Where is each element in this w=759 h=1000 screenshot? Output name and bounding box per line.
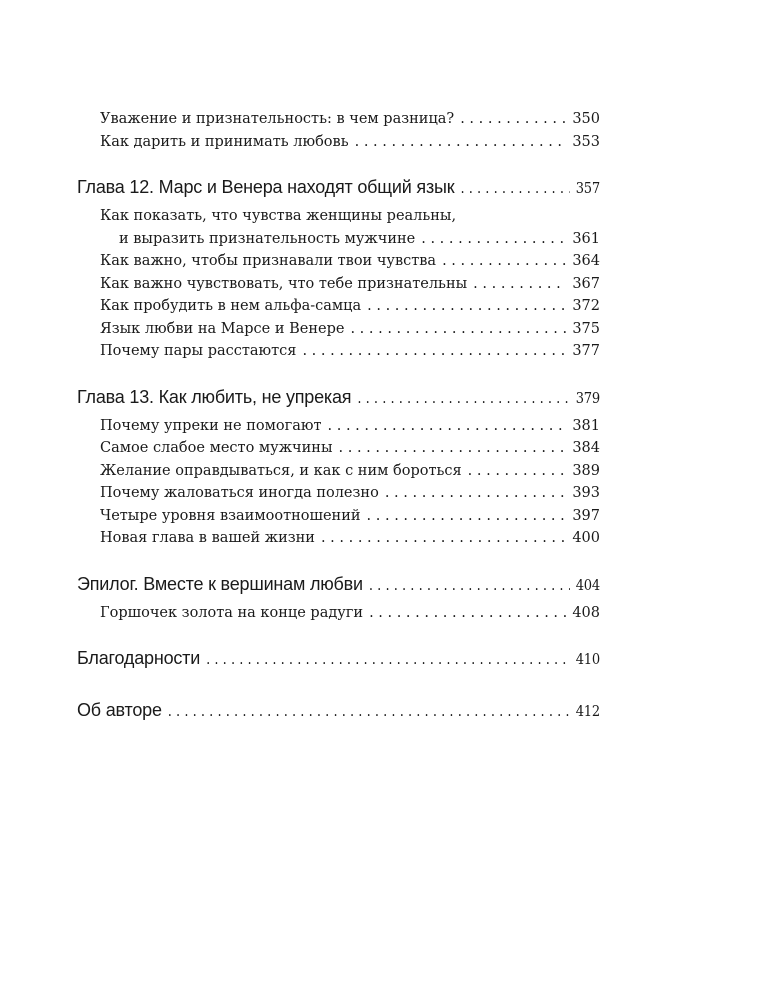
dot-leader xyxy=(385,482,566,505)
toc-entry-title: Новая глава в вашей жизни xyxy=(100,530,315,546)
toc-chapter-page: 379 xyxy=(575,390,600,407)
toc-entry[interactable] xyxy=(100,482,600,505)
toc-entry-title: Почему жаловаться иногда полезно xyxy=(100,485,379,501)
toc-entry-page: 375 xyxy=(572,320,600,337)
toc-entry-title: Уважение и признательность: в чем разница? xyxy=(100,111,455,127)
toc-chapter-title: Глава 12. Марс и Венера находят общий язык xyxy=(77,177,455,197)
toc-entry-title-line1: Как показать, что чувства женщины реальны, xyxy=(100,208,457,224)
dot-leader xyxy=(168,698,570,724)
toc-chapter-page: 412 xyxy=(575,704,600,720)
toc-entry[interactable] xyxy=(100,437,600,460)
toc-chapter-page: 410 xyxy=(575,652,600,668)
toc-chapter[interactable] xyxy=(77,646,600,672)
dot-leader xyxy=(468,460,567,483)
toc-chapter[interactable] xyxy=(77,175,600,201)
toc-chapter-title: Благодарности xyxy=(77,648,201,668)
toc-entry-title: Четыре уровня взаимоотношений xyxy=(100,507,361,524)
toc-entry-title: Как дарить и принимать любовь xyxy=(100,133,349,150)
dot-leader xyxy=(339,437,567,460)
dot-leader xyxy=(367,295,566,318)
toc-entry-page: 389 xyxy=(572,462,600,479)
toc-entry-title-line2: и выразить признательность мужчине xyxy=(119,230,416,247)
toc-entry-page: 353 xyxy=(572,133,600,150)
dot-leader xyxy=(442,250,566,273)
toc-entry[interactable] xyxy=(100,108,600,131)
toc-entry-page: 400 xyxy=(572,530,600,546)
toc-entry-title: Желание оправдываться, и как с ним бороться xyxy=(100,462,462,479)
dot-leader xyxy=(357,385,569,411)
toc-entry[interactable] xyxy=(100,340,600,363)
toc-entry[interactable] xyxy=(100,250,600,273)
toc-chapter-title: Глава 13. Как любить, не упрекая xyxy=(77,386,352,407)
dot-leader xyxy=(460,108,566,131)
toc-entry-title: Почему упреки не помогают xyxy=(100,417,322,434)
toc-entry[interactable] xyxy=(100,460,600,483)
toc-entry-page: 384 xyxy=(572,440,600,456)
toc-entry-page: 377 xyxy=(572,343,600,359)
dot-leader xyxy=(350,318,566,341)
dot-leader xyxy=(328,415,567,438)
toc-chapter[interactable] xyxy=(77,385,600,411)
toc-entry[interactable] xyxy=(100,273,600,296)
toc-entry-title: Почему пары расстаются xyxy=(100,343,297,359)
dot-leader xyxy=(369,572,570,598)
dot-leader xyxy=(302,340,566,363)
toc-entry-page: 364 xyxy=(572,253,600,269)
toc-chapter-page: 404 xyxy=(575,577,600,594)
toc-entry-page: 361 xyxy=(572,230,600,247)
toc-entry[interactable] xyxy=(100,131,600,154)
toc-entry-title: Как пробудить в нем альфа-самца xyxy=(100,298,362,314)
toc-entry[interactable] xyxy=(100,295,600,318)
toc-entry[interactable] xyxy=(100,205,600,250)
toc-entry-page: 397 xyxy=(572,507,600,524)
toc-entry-title: Как важно чувствовать, что тебе признательны xyxy=(100,275,468,292)
toc-entry-page: 393 xyxy=(572,485,600,501)
table-of-contents xyxy=(77,108,600,724)
toc-entry-page: 367 xyxy=(572,275,600,292)
dot-leader xyxy=(460,175,569,201)
toc-chapter-page: 357 xyxy=(575,181,600,197)
dot-leader xyxy=(421,228,566,251)
toc-entry[interactable] xyxy=(100,318,600,341)
toc-entry-title: Самое слабое место мужчины xyxy=(100,440,333,456)
toc-chapter-title: Эпилог. Вместе к вершинам любви xyxy=(77,573,363,594)
toc-entry-title: Язык любви на Марсе и Венере xyxy=(100,320,345,337)
dot-leader xyxy=(473,273,566,296)
toc-entry[interactable] xyxy=(100,505,600,528)
dot-leader xyxy=(321,527,566,550)
toc-entry-page: 350 xyxy=(572,111,600,127)
toc-chapter-title: Об авторе xyxy=(77,700,162,720)
toc-entry-page: 408 xyxy=(572,604,600,621)
toc-entry[interactable] xyxy=(100,415,600,438)
toc-entry[interactable] xyxy=(100,527,600,550)
toc-entry-page: 381 xyxy=(572,417,600,434)
toc-entry-title: Горшочек золота на конце радуги xyxy=(100,604,364,621)
toc-chapter[interactable] xyxy=(77,572,600,598)
dot-leader xyxy=(206,646,570,672)
toc-entry-title: Как важно, чтобы признавали твои чувства xyxy=(100,253,437,269)
dot-leader xyxy=(369,602,566,625)
toc-entry[interactable] xyxy=(100,602,600,625)
dot-leader xyxy=(367,505,567,528)
toc-entry-page: 372 xyxy=(572,298,600,314)
toc-chapter[interactable] xyxy=(77,698,600,724)
dot-leader xyxy=(355,131,567,154)
